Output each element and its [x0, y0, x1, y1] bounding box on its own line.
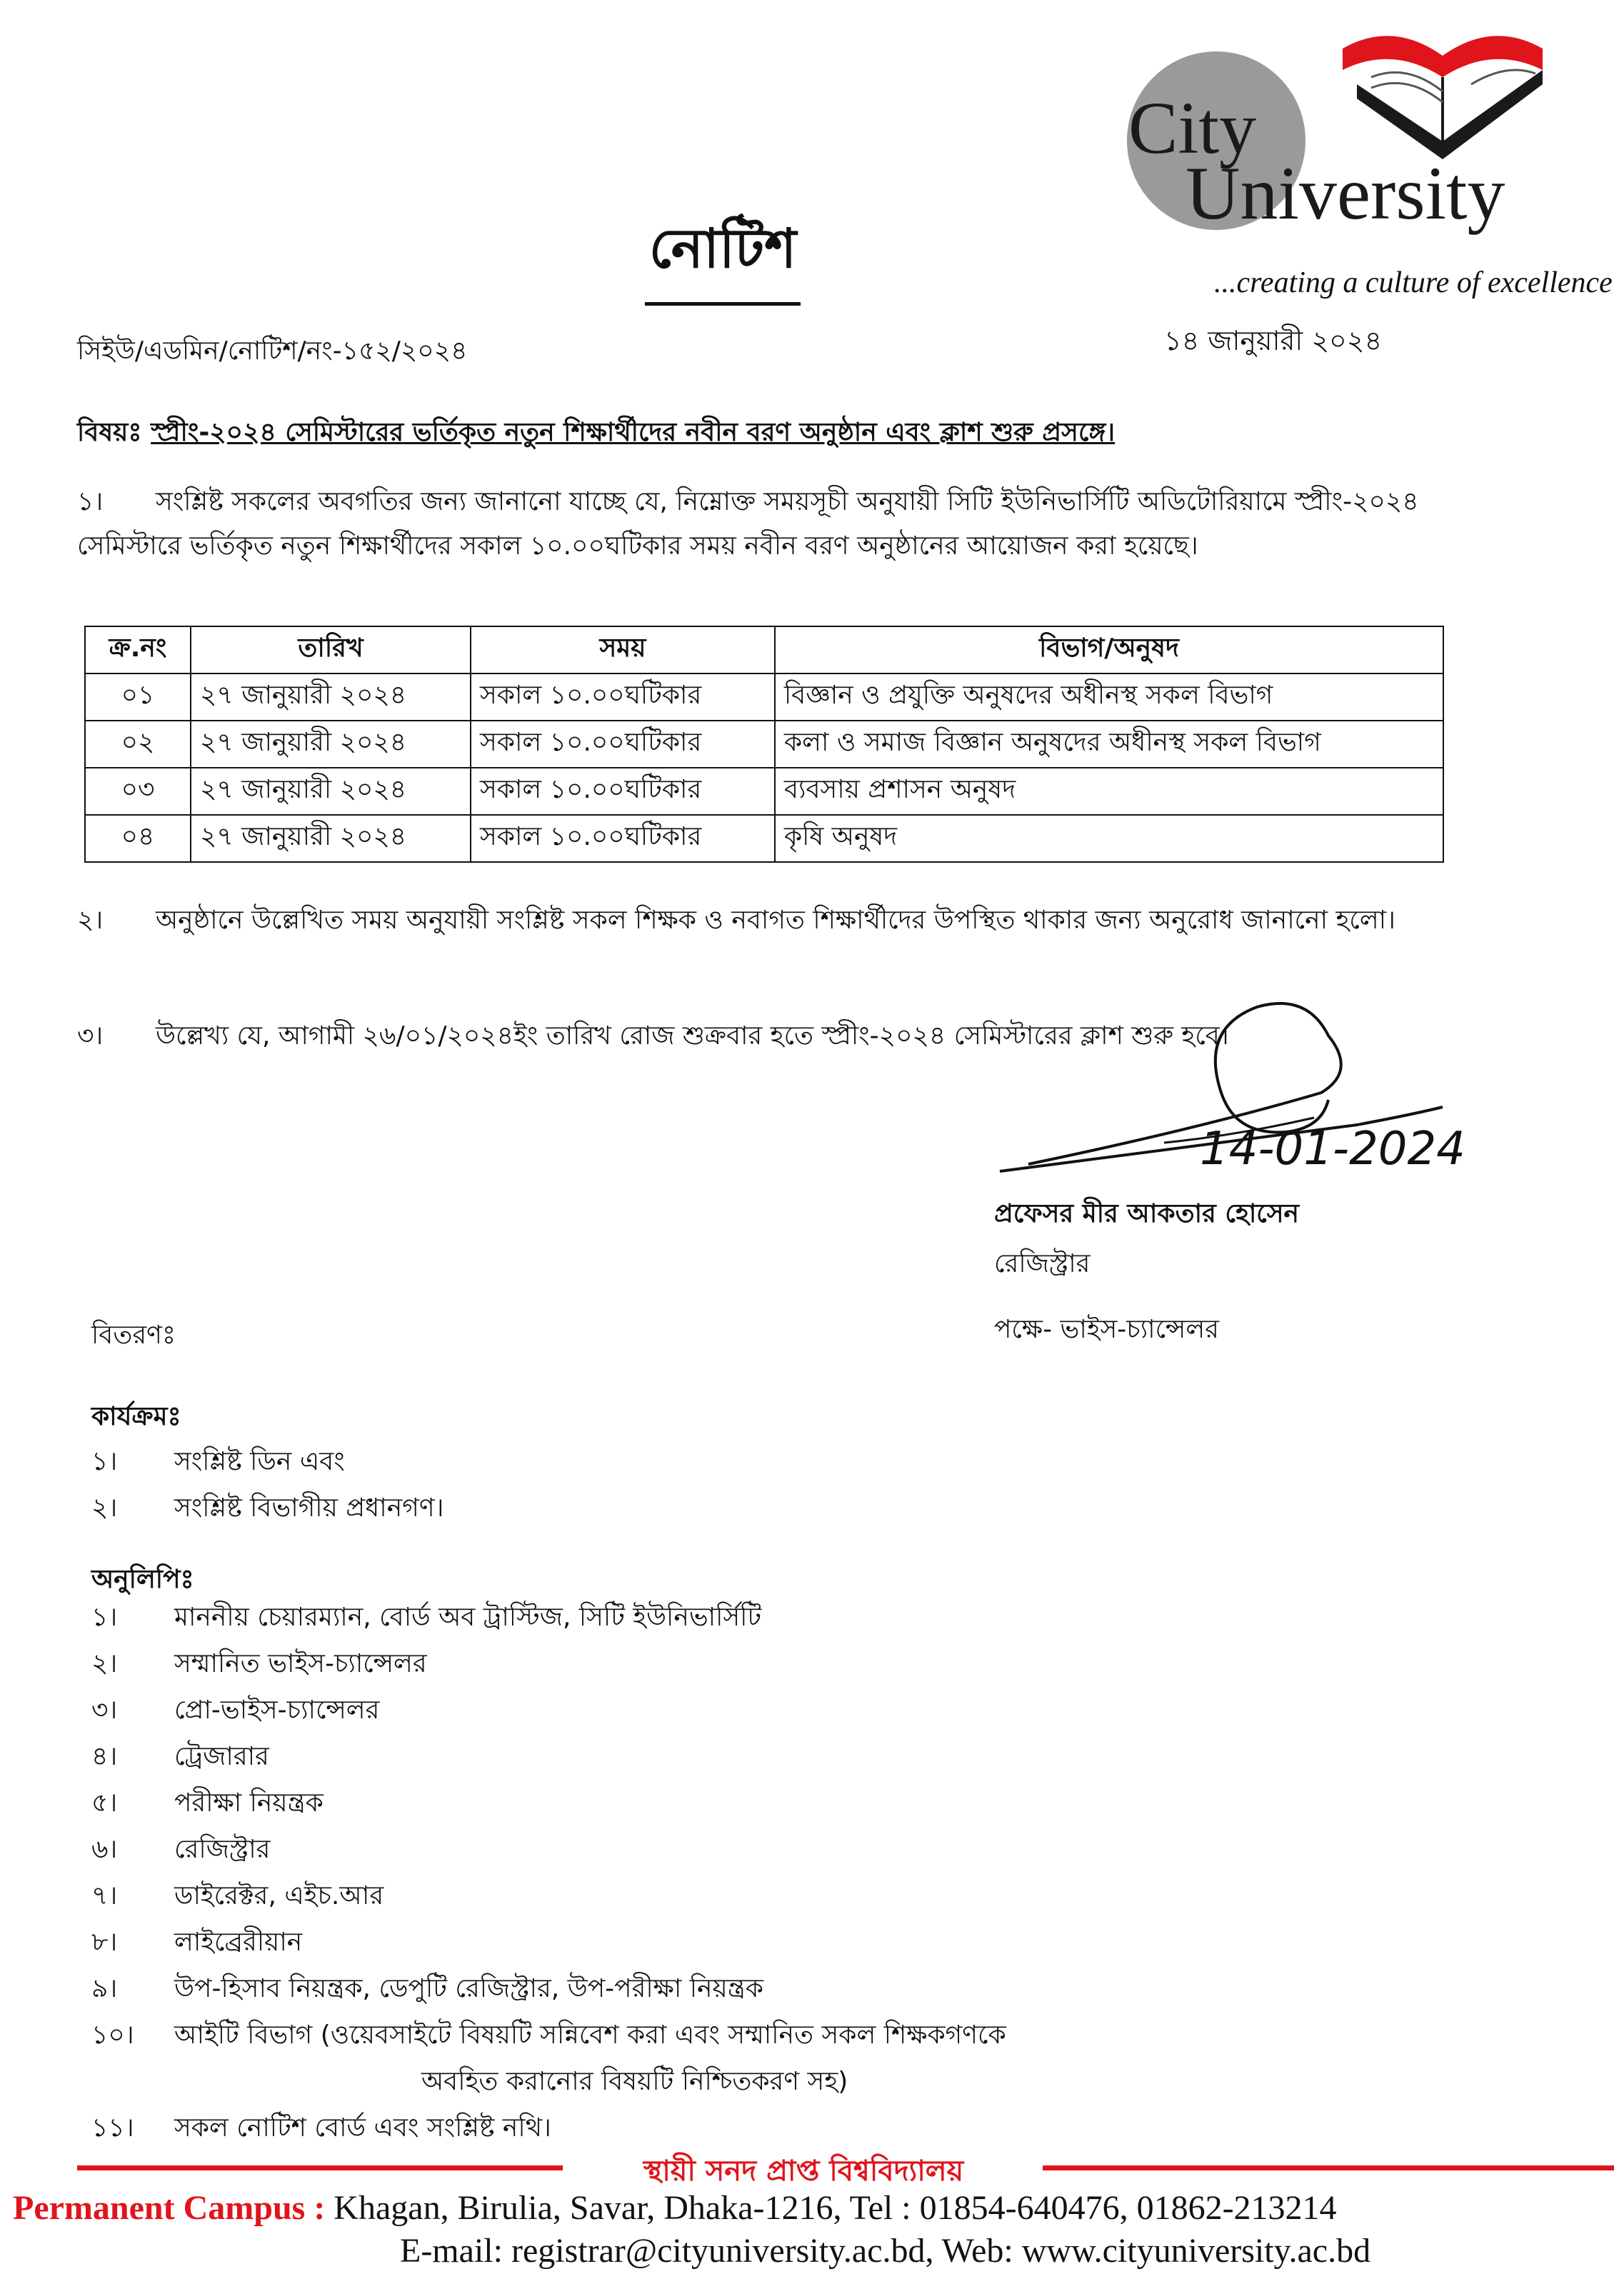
paragraph-number: ৩। — [77, 1021, 104, 1051]
list-item — [91, 1965, 1006, 2012]
list-item-text: লাইব্রেরীয়ান — [174, 1928, 303, 1957]
signer-title: রেজিস্ট্রার — [994, 1249, 1091, 1278]
list-item-number: ২। — [91, 1649, 118, 1678]
list-item-text: উপ-হিসাব নিয়ন্ত্রক, ডেপুটি রেজিস্ট্রার, উপ-পরীক্ষা নিয়ন্ত্রক — [174, 1974, 763, 2003]
copy-label: অনুলিপিঃ — [91, 1565, 194, 1594]
table-cell: সকাল ১০.০০ঘটিকার — [471, 721, 775, 768]
list-item-number: ৯। — [91, 1974, 118, 2003]
list-item — [91, 1594, 1006, 1641]
paragraph-text: উল্লেখ্য যে, আগামী ২৬/০১/২০২৪ইং তারিখ রোজ শুক্রবার হতে স্প্রীং-২০২৪ সেমিস্টারের ক্লাশ শুরু হবে। — [156, 1021, 1229, 1051]
list-item-text: রেজিস্ট্রার — [174, 1835, 271, 1864]
footer-address-line — [13, 2188, 1337, 2228]
list-item-number: ১০। — [91, 2020, 134, 2050]
signer-on-behalf: পক্ষে- ভাইস-চ্যান্সেলর — [994, 1315, 1219, 1344]
footer-address: Khagan, Birulia, Savar, Dhaka-1216, Tel : 01854-640476, 01862-213214 — [334, 2189, 1337, 2227]
list-item-text: ডাইরেক্টর, এইচ.আর — [174, 1881, 384, 1910]
notice-title-wrap — [0, 207, 1624, 306]
list-item-number: ৩। — [91, 1696, 118, 1725]
table-row — [85, 721, 1443, 768]
signature-date: 14-01-2024 — [1200, 1123, 1465, 1176]
list-item-text: সম্মানিত ভাইস-চ্যান্সেলর — [174, 1649, 427, 1678]
footer-rule-right — [1043, 2165, 1614, 2170]
list-item-number: ১১। — [91, 2113, 134, 2143]
paragraph-number: ২। — [77, 906, 104, 935]
list-item-text: ট্রেজারার — [174, 1742, 269, 1771]
list-item-number: ৬। — [91, 1835, 118, 1864]
list-item — [91, 1438, 443, 1485]
column-header-date: তারিখ — [191, 626, 471, 673]
reference-number: সিইউ/এডমিন/নোটিশ/নং-১৫২/২০২৪ — [77, 336, 468, 366]
table-cell: সকাল ১০.০০ঘটিকার — [471, 673, 775, 721]
handwritten-signature — [986, 986, 1571, 1200]
logo-wordmark-university: University — [1186, 151, 1505, 235]
list-item-number: ৭। — [91, 1881, 118, 1910]
list-item — [91, 1873, 1006, 1919]
paragraph-number: ১। — [77, 487, 104, 516]
table-cell: ০২ — [85, 721, 191, 768]
column-header-faculty: বিভাগ/অনুষদ — [775, 626, 1443, 673]
column-header-time: সময় — [471, 626, 775, 673]
signer-name: প্রফেসর মীর আকতার হোসেন — [994, 1199, 1300, 1228]
list-item — [91, 1641, 1006, 1687]
list-item-text: পরীক্ষা নিয়ন্ত্রক — [174, 1788, 324, 1818]
list-item — [91, 1919, 1006, 1965]
table-cell: ২৭ জানুয়ারী ২০২৪ — [191, 721, 471, 768]
table-cell: কৃষি অনুষদ — [775, 815, 1443, 862]
table-cell: ব্যবসায় প্রশাসন অনুষদ — [775, 768, 1443, 815]
list-item-text: মাননীয় চেয়ারম্যান, বোর্ড অব ট্রাস্টিজ, সিটি ইউনিভার্সিটি — [174, 1603, 762, 1632]
notice-title: নোটিশ — [645, 207, 801, 306]
list-item-number: ২। — [91, 1493, 118, 1523]
table-cell: ০১ — [85, 673, 191, 721]
table-cell: সকাল ১০.০০ঘটিকার — [471, 815, 775, 862]
table-cell: ২৭ জানুয়ারী ২০২৪ — [191, 815, 471, 862]
logo-tagline: ...creating a culture of excellence — [1214, 266, 1613, 299]
footer-rule-left — [77, 2165, 563, 2170]
logo-wordmark-city: City — [1128, 87, 1257, 169]
paragraph-2 — [77, 898, 1455, 943]
list-item-number: ১। — [91, 1447, 118, 1476]
list-item — [91, 2012, 1006, 2058]
list-item — [91, 1687, 1006, 1733]
action-label: কার্যক্রমঃ — [91, 1402, 181, 1431]
footer-campus-label: Permanent Campus : — [13, 2189, 326, 2227]
footer-contact: E-mail: registrar@cityuniversity.ac.bd, Web: www.cityuniversity.ac.bd — [400, 2232, 1371, 2270]
paragraph-text: সংশ্লিষ্ট সকলের অবগতির জন্য জানানো যাচ্ছে যে, নিম্নোক্ত সময়সূচী অনুযায়ী সিটি ইউনিভার্সিটি অডিটোরিয়ামে স্প্রীং-২০২৪ সেমিস্টারে ভর্তিকৃত নতুন শিক্ষার্থীদের সকাল ১০.০০ঘটিকার সময় নবীন বরণ অনুষ্ঠানের আয়োজন করা হয়েছে। — [77, 487, 1419, 561]
distribution-label: বিতরণঃ — [91, 1321, 176, 1350]
table-cell: ২৭ জানুয়ারী ২০২৪ — [191, 673, 471, 721]
table-cell: কলা ও সমাজ বিজ্ঞান অনুষদের অধীনস্থ সকল বিভাগ — [775, 721, 1443, 768]
footer-status: স্থায়ী সনদ প্রাপ্ত বিশ্ববিদ্যালয় — [643, 2155, 964, 2188]
table-cell: বিজ্ঞান ও প্রযুক্তি অনুষদের অধীনস্থ সকল বিভাগ — [775, 673, 1443, 721]
table-header-row — [85, 626, 1443, 673]
list-item-number: ১। — [91, 1603, 118, 1632]
list-item-number: ৫। — [91, 1788, 118, 1818]
list-item-text: সংশ্লিষ্ট বিভাগীয় প্রধানগণ। — [174, 1493, 444, 1523]
table-cell: ০৩ — [85, 768, 191, 815]
list-item-text: সংশ্লিষ্ট ডিন এবং — [174, 1447, 345, 1476]
list-item — [91, 1485, 443, 1531]
table-cell: সকাল ১০.০০ঘটিকার — [471, 768, 775, 815]
list-item-number: ৮। — [91, 1928, 118, 1957]
paragraph-text: অনুষ্ঠানে উল্লেখিত সময় অনুযায়ী সংশ্লিষ্ট সকল শিক্ষক ও নবাগত শিক্ষার্থীদের উপস্থিত থাকার জন্য অনুরোধ জানানো হলো। — [156, 906, 1395, 935]
subject-line — [77, 413, 1115, 456]
table-row — [85, 815, 1443, 862]
table-row — [85, 673, 1443, 721]
list-item — [91, 1826, 1006, 1873]
notice-date: ১৪ জানুয়ারী ২০২৪ — [1164, 325, 1383, 356]
list-item — [91, 2105, 1006, 2151]
paragraph-1 — [77, 480, 1455, 569]
subject-text: স্প্রীং-২০২৪ সেমিস্টারের ভর্তিকৃত নতুন শিক্ষার্থীদের নবীন বরণ অনুষ্ঠান এবং ক্লাশ শুরু প্রসঙ্গে। — [151, 418, 1116, 447]
list-item-text: সকল নোটিশ বোর্ড এবং সংশ্লিষ্ট নথি। — [174, 2113, 551, 2143]
subject-label: বিষয়ঃ — [77, 418, 142, 447]
list-item — [91, 1780, 1006, 1826]
column-header-serial: ক্র.নং — [85, 626, 191, 673]
list-item-text: অবহিত করানোর বিষয়টি নিশ্চিতকরণ সহ) — [421, 2067, 848, 2096]
action-list — [91, 1438, 443, 1531]
list-item-text: প্রো-ভাইস-চ্যান্সেলর — [174, 1696, 380, 1725]
list-item-text: আইটি বিভাগ (ওয়েবসাইটে বিষয়টি সন্নিবেশ করা এবং সম্মানিত সকল শিক্ষকগণকে — [174, 2020, 1006, 2050]
list-item-continuation — [91, 2058, 1006, 2105]
list-item-number: ৪। — [91, 1742, 118, 1771]
schedule-table — [84, 626, 1444, 863]
table-cell: ০৪ — [85, 815, 191, 862]
copy-list — [91, 1594, 1006, 2151]
table-cell: ২৭ জানুয়ারী ২০২৪ — [191, 768, 471, 815]
table-row — [85, 768, 1443, 815]
list-item — [91, 1733, 1006, 1780]
